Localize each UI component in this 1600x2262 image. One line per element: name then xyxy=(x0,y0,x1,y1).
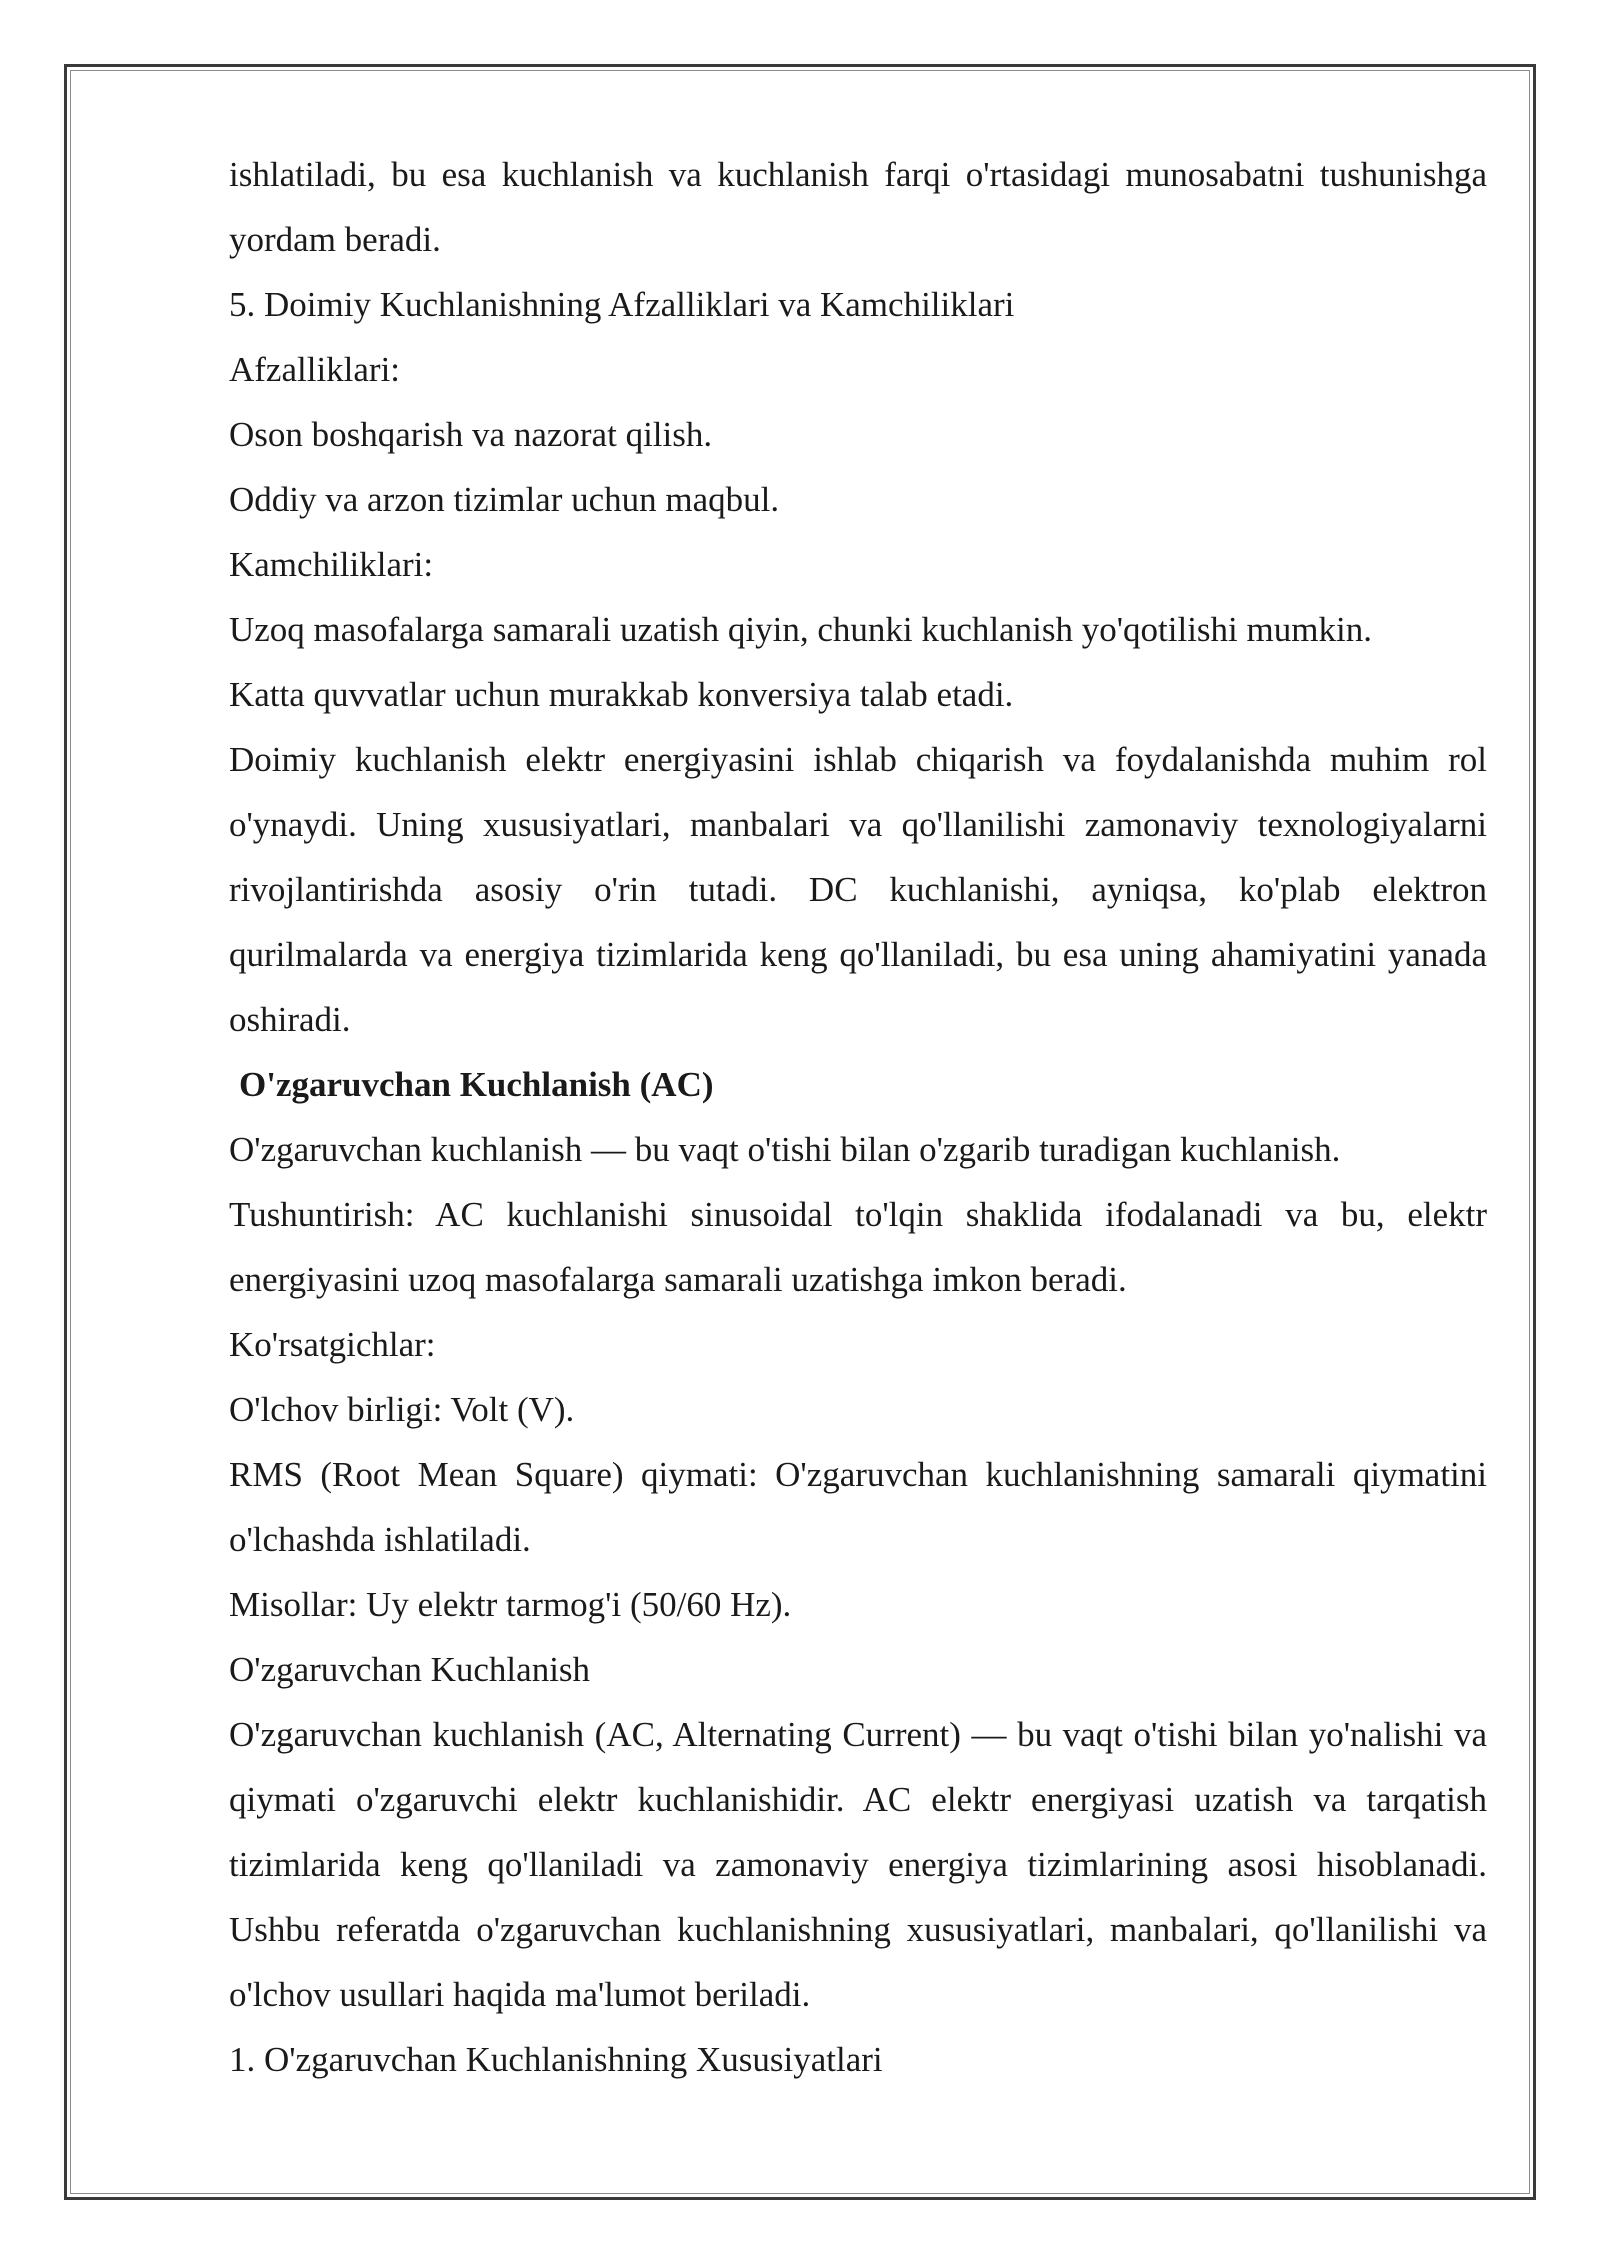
section-title-ac: O'zgaruvchan Kuchlanish (AC) xyxy=(239,1065,714,1104)
advantage-item: Oson boshqarish va nazorat qilish. xyxy=(229,415,713,454)
indicator-rms: RMS (Root Mean Square) qiymati: O'zgaruvchan kuchlanishning samarali qiymatini o'lchashda ishlatiladi. xyxy=(229,1455,1487,1559)
ac-explanation: Tushuntirish: AC kuchlanishi sinusoidal to'lqin shaklida ifodalanadi va bu, elektr energiyasini uzoq masofalarga samarali uzatishga imkon beradi. xyxy=(229,1195,1487,1299)
section-heading-ac-properties: 1. O'zgaruvchan Kuchlanishning Xususiyatlari xyxy=(229,2040,883,2079)
subheading-ac: O'zgaruvchan Kuchlanish xyxy=(229,1650,591,1689)
section-heading-dc-pros-cons: 5. Doimiy Kuchlanishning Afzalliklari va Kamchiliklari xyxy=(229,285,1015,324)
advantages-label: Afzalliklari: xyxy=(229,350,401,389)
indicators-label: Ko'rsatgichlar: xyxy=(229,1325,436,1364)
indicator-examples: Misollar: Uy elektr tarmog'i (50/60 Hz). xyxy=(229,1585,792,1624)
dc-conclusion-paragraph: Doimiy kuchlanish elektr energiyasini ishlab chiqarish va foydalanishda muhim rol o'ynaydi. Uning xususiyatlari, manbalari va qo'llanilishi zamonaviy texnologiyalarni rivojlantirishda asosiy o'rin tutadi. DC kuchlanishi, ayniqsa, ko'plab elektron qurilmalarda va energiya tizimlarida keng qo'llaniladi, bu esa uning ahamiyatini yanada oshiradi. xyxy=(229,740,1487,1039)
ac-intro-paragraph: O'zgaruvchan kuchlanish (AC, Alternating Current) — bu vaqt o'tishi bilan yo'nalishi va qiymati o'zgaruvchi elektr kuchlanishidir. AC elektr energiyasi uzatish va tarqatish tizimlarida keng qo'llaniladi va zamonaviy energiya tizimlarining asosi hisoblanadi. Ushbu referatda o'zgaruvchan kuchlanishning xususiyatlari, manbalari, qo'llanilishi va o'lchov usullari haqida ma'lumot beriladi. xyxy=(229,1715,1487,2014)
indicator-unit: O'lchov birligi: Volt (V). xyxy=(229,1390,575,1429)
advantage-item: Oddiy va arzon tizimlar uchun maqbul. xyxy=(229,480,780,519)
disadvantages-label: Kamchiliklari: xyxy=(229,545,434,584)
disadvantage-item: Uzoq masofalarga samarali uzatish qiyin, chunki kuchlanish yo'qotilishi mumkin. xyxy=(229,610,1372,649)
ac-definition: O'zgaruvchan kuchlanish — bu vaqt o'tishi bilan o'zgarib turadigan kuchlanish. xyxy=(229,1130,1341,1169)
paragraph-continuation: ishlatiladi, bu esa kuchlanish va kuchlanish farqi o'rtasidagi munosabatni tushunishga yordam beradi. xyxy=(229,155,1487,259)
document-body xyxy=(229,142,1487,2092)
disadvantage-item: Katta quvvatlar uchun murakkab konversiya talab etadi. xyxy=(229,675,1014,714)
